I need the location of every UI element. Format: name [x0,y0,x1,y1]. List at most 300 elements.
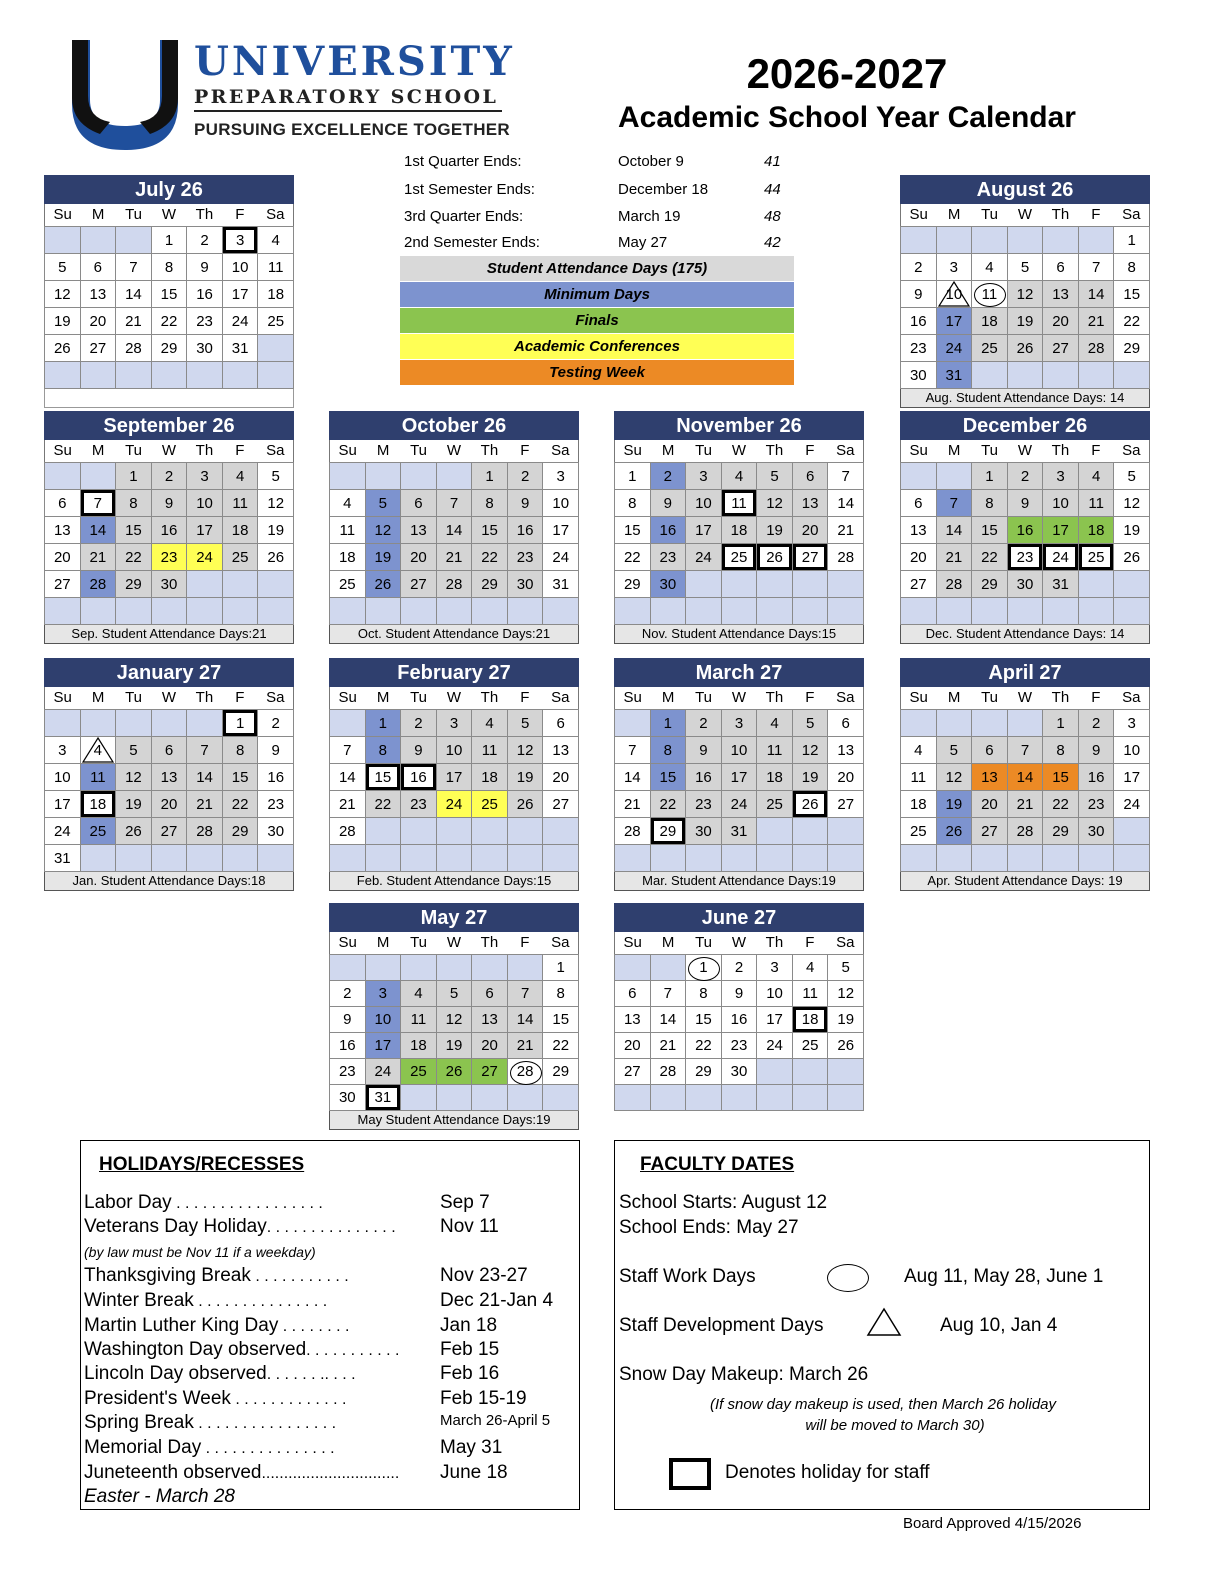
day-cell [223,308,258,334]
day-number: 21 [338,795,356,813]
day-cell [937,791,972,817]
day-cell [366,981,401,1006]
day-number: 21 [837,521,855,539]
day-cell [1043,737,1078,763]
day-cell [116,463,151,489]
empty-day-cell [686,571,721,597]
day-number: 11 [981,285,998,303]
empty-day-cell [223,845,258,871]
weekday-label: Sa [1122,689,1141,706]
empty-day-cell [45,598,80,624]
day-number: 5 [271,467,280,485]
day-cell [223,764,258,790]
day-grid [329,709,579,872]
day-cell [437,710,472,736]
day-cell [81,571,116,597]
weekday-label: Su [623,442,642,459]
attendance-days-footer: Feb. Student Attendance Days:15 [329,872,579,891]
day-cell [401,490,436,516]
empty-day-cell [615,955,650,980]
weekday-label: Sa [266,689,285,706]
day-cell [366,737,401,763]
weekday-label: Su [623,934,642,951]
empty-day-cell [793,1059,828,1084]
day-cell [901,571,936,597]
day-number: 15 [231,768,249,786]
faculty-title: FACULTY DATES [640,1154,795,1175]
day-cell [651,571,686,597]
day-number: 17 [374,1037,392,1054]
holiday-date: Feb 15-19 [440,1388,527,1409]
day-number: 7 [520,985,530,1002]
empty-day-cell [793,1085,828,1110]
day-cell [615,517,650,543]
leader-dots: . . . . . . . . . . . [306,1342,400,1359]
day-cell [937,544,972,570]
empty-day-cell [1079,362,1114,388]
weekday-label: Th [195,206,214,223]
empty-day-cell [757,818,792,844]
day-cell [152,517,187,543]
day-number: 4 [914,741,923,759]
weekday-label: Th [480,934,499,951]
day-cell [187,544,222,570]
day-number: 23 [338,1063,356,1080]
empty-day-cell [152,598,187,624]
day-cell [508,544,543,570]
month-title: March 27 [614,658,864,687]
day-number: 3 [949,258,959,276]
day-cell [972,281,1007,307]
holidays-title: HOLIDAYS/RECESSES [99,1154,305,1175]
empty-day-cell [1008,362,1043,388]
day-cell [1043,544,1078,570]
holiday-name [84,1290,327,1312]
holiday-date: March 26-April 5 [440,1412,551,1429]
weekday-label: M [661,689,675,706]
day-cell [651,463,686,489]
day-cell [1008,463,1043,489]
weekday-label: W [161,689,177,706]
empty-day-cell [401,845,436,871]
day-number: 27 [801,548,819,566]
day-cell [366,571,401,597]
day-cell [651,791,686,817]
day-number: 14 [1087,285,1105,303]
day-cell [437,571,472,597]
day-number: 14 [1016,768,1034,786]
day-cell [1008,281,1043,307]
day-cell [116,737,151,763]
day-number: 2 [699,714,708,732]
day-number: 4 [343,494,352,512]
month-calendar [44,175,294,408]
day-number: 27 [1052,339,1069,357]
day-number: 15 [1052,768,1069,786]
day-cell [508,517,543,543]
empty-day-cell [508,955,543,980]
day-number: 3 [58,741,67,759]
weekday-label: W [1017,442,1033,459]
day-number: 30 [659,575,677,593]
day-number: 27 [623,1063,641,1080]
day-cell [1008,490,1043,516]
day-number: 9 [164,494,174,512]
holiday-name [84,1265,349,1287]
day-cell [223,710,258,736]
day-number: 28 [445,575,463,593]
day-cell [223,818,258,844]
weekday-label: Tu [410,934,428,951]
day-number: 11 [910,768,927,786]
day-cell [437,1007,472,1032]
day-cell [793,791,828,817]
day-number: 8 [1127,258,1136,276]
day-number: 7 [628,741,637,759]
day-number: 26 [445,1063,463,1080]
day-cell [223,463,258,489]
day-cell [401,737,436,763]
day-number: 30 [196,339,213,357]
day-cell [722,981,757,1006]
day-cell [651,710,686,736]
day-number: 5 [805,714,815,732]
day-number: 1 [1056,714,1065,732]
day-cell [686,737,721,763]
attendance-days-footer: Oct. Student Attendance Days:21 [329,625,579,644]
day-cell [1079,710,1114,736]
holiday-name [84,1192,323,1214]
day-number: 14 [516,1011,534,1028]
empty-day-cell [543,598,578,624]
day-cell [793,955,828,980]
day-number: 10 [196,494,213,512]
day-cell [828,764,863,790]
day-number: 27 [552,795,570,813]
day-number: 15 [659,768,677,786]
day-cell [1114,517,1149,543]
day-cell [1114,308,1149,334]
school-logo [70,38,180,153]
day-cell [1008,254,1043,280]
day-cell [757,1007,792,1032]
day-number: 13 [89,285,107,303]
day-number: 9 [699,741,708,759]
day-cell [722,818,757,844]
day-cell [508,981,543,1006]
holiday-label: Spring Break [84,1412,194,1433]
weekday-label: M [376,934,390,951]
month-title: July 26 [44,175,294,204]
day-number: 23 [160,548,178,566]
day-cell [757,955,792,980]
day-number: 17 [695,521,712,539]
day-number: 3 [1056,467,1065,485]
day-cell [437,1059,472,1084]
day-cell [972,791,1007,817]
holiday-label: Winter Break [84,1290,194,1311]
day-number: 1 [556,959,565,976]
weekday-label: F [520,934,530,951]
empty-day-cell [686,1085,721,1110]
day-cell [472,517,507,543]
day-number: 20 [410,548,427,566]
day-cell [1043,335,1078,361]
day-number: 29 [160,339,178,357]
empty-day-cell [1114,571,1149,597]
weekday-label: Sa [1122,206,1141,223]
day-cell [45,737,80,763]
day-cell [330,1007,365,1032]
weekday-label: Th [480,442,499,459]
day-number: 26 [374,575,392,593]
day-cell [972,335,1007,361]
day-cell [1008,764,1043,790]
day-number: 6 [628,985,637,1002]
day-cell [793,1033,828,1058]
month-calendar [44,658,294,891]
day-number: 7 [343,741,352,759]
empty-day-cell [828,1059,863,1084]
day-number: 15 [481,521,498,539]
empty-day-cell [1043,845,1078,871]
day-cell [901,544,936,570]
day-cell [651,544,686,570]
day-cell [366,764,401,790]
day-number: 26 [766,548,783,566]
empty-day-cell [828,845,863,871]
day-number: 3 [770,959,779,976]
day-number: 7 [663,985,673,1002]
day-number: 20 [623,1037,641,1054]
day-number: 24 [53,822,71,840]
empty-day-cell [223,598,258,624]
day-cell [972,490,1007,516]
day-cell [366,544,401,570]
day-cell [116,281,151,307]
day-cell [1008,818,1043,844]
attendance-days-footer: May Student Attendance Days:19 [329,1111,579,1130]
holiday-date: June 18 [440,1462,508,1483]
day-cell [937,254,972,280]
day-cell [401,710,436,736]
weekday-header [614,687,864,709]
day-cell [437,737,472,763]
day-cell [258,764,293,790]
day-number: 14 [659,1011,677,1028]
weekday-header [329,687,579,709]
day-number: 11 [410,1011,427,1028]
attendance-days-footer: Apr. Student Attendance Days: 19 [900,872,1150,891]
day-number: 12 [125,768,142,786]
day-number: 1 [129,467,138,485]
attendance-days-footer: Dec. Student Attendance Days: 14 [900,625,1150,644]
day-number: 12 [1016,285,1034,303]
school-starts: School Starts: August 12 [619,1192,828,1213]
empty-day-cell [45,362,80,388]
day-number: 5 [1020,258,1030,276]
day-grid [900,709,1150,872]
day-number: 27 [89,339,107,357]
day-number: 17 [1123,768,1141,786]
day-number: 9 [1091,741,1101,759]
empty-day-cell [258,335,293,361]
holiday-date: May 31 [440,1437,503,1458]
empty-day-cell [828,598,863,624]
day-cell [366,1059,401,1084]
day-cell [223,254,258,280]
day-number: 26 [945,822,963,840]
weekday-label: W [161,206,177,223]
day-number: 10 [945,285,963,303]
day-cell [972,737,1007,763]
day-cell [1079,308,1114,334]
day-number: 26 [1016,339,1034,357]
day-cell [152,571,187,597]
day-number: 8 [663,741,673,759]
day-number: 28 [125,339,142,357]
day-number: 29 [481,575,498,593]
day-cell [615,791,650,817]
day-number: 16 [410,768,427,786]
day-cell [1043,710,1078,736]
attendance-days-footer: Mar. Student Attendance Days:19 [614,872,864,891]
weekday-label: F [805,442,815,459]
school-motto: PURSUING EXCELLENCE TOGETHER [194,120,511,139]
empty-day-cell [901,845,936,871]
day-cell [1043,791,1078,817]
day-grid [614,954,864,1111]
empty-day-cell [937,598,972,624]
day-number: 3 [449,714,459,732]
day-cell [901,335,936,361]
day-number: 11 [1088,494,1104,512]
day-cell [828,544,863,570]
day-cell [543,981,578,1006]
day-cell [937,308,972,334]
day-cell [223,544,258,570]
quarter-days: 42 [764,234,781,251]
holiday-label: Veterans Day Holiday [84,1216,267,1237]
empty-day-cell [901,710,936,736]
day-cell [1079,791,1114,817]
empty-day-cell [793,845,828,871]
day-number: 7 [200,741,209,759]
empty-day-cell [972,845,1007,871]
empty-day-cell [366,598,401,624]
empty-day-cell [152,362,187,388]
day-cell [615,981,650,1006]
day-cell [472,710,507,736]
day-cell [187,335,222,361]
day-cell [508,1007,543,1032]
day-cell [81,490,116,516]
day-number: 14 [89,521,107,539]
day-grid [329,954,579,1111]
day-cell [543,764,578,790]
day-cell [472,981,507,1006]
day-number: 9 [520,494,530,512]
day-number: 20 [552,768,570,786]
empty-day-cell [508,845,543,871]
day-cell [686,981,721,1006]
day-cell [972,463,1007,489]
day-cell [45,571,80,597]
day-cell [1114,281,1149,307]
weekday-label: F [235,442,245,459]
empty-day-cell [330,845,365,871]
day-cell [828,490,863,516]
day-number: 17 [1052,521,1069,539]
day-number: 19 [837,1011,855,1028]
day-cell [330,1085,365,1110]
holiday-box-icon [669,1458,711,1490]
empty-day-cell [901,463,936,489]
day-cell [223,737,258,763]
day-cell [116,764,151,790]
weekday-header [44,440,294,462]
day-cell [651,1033,686,1058]
day-cell [1043,463,1078,489]
day-number: 12 [945,768,963,786]
day-number: 25 [1087,548,1105,566]
day-number: 13 [981,768,998,786]
day-number: 19 [516,768,534,786]
day-cell [901,254,936,280]
quarter-label: 1st Quarter Ends: [404,153,522,170]
day-cell [543,791,578,817]
day-number: 10 [730,741,748,759]
day-number: 10 [1123,741,1141,759]
day-number: 6 [1056,258,1065,276]
day-cell [937,362,972,388]
day-cell [828,981,863,1006]
empty-day-cell [722,845,757,871]
legend-minimum: Minimum Days [400,282,794,308]
empty-day-cell [615,710,650,736]
day-cell [722,490,757,516]
day-number: 13 [53,521,71,539]
day-number: 16 [516,521,534,539]
day-cell [401,1033,436,1058]
day-number: 5 [58,258,67,276]
weekday-header [44,204,294,226]
day-cell [187,764,222,790]
empty-day-cell [722,571,757,597]
day-number: 7 [449,494,459,512]
day-cell [651,1059,686,1084]
holiday-date: Jan 18 [440,1315,498,1336]
weekday-header [614,440,864,462]
day-number: 12 [801,741,819,759]
weekday-header [614,932,864,954]
day-cell [1079,764,1114,790]
day-cell [508,463,543,489]
empty-day-cell [81,227,116,253]
empty-day-cell [615,598,650,624]
weekday-label: M [947,689,961,706]
day-cell [330,490,365,516]
day-number: 1 [663,714,673,732]
day-cell [793,981,828,1006]
empty-day-cell [152,845,187,871]
empty-day-cell [972,227,1007,253]
month-title: October 26 [329,411,579,440]
day-cell [1008,737,1043,763]
day-number: 28 [89,575,107,593]
day-cell [152,764,187,790]
empty-day-cell [901,227,936,253]
